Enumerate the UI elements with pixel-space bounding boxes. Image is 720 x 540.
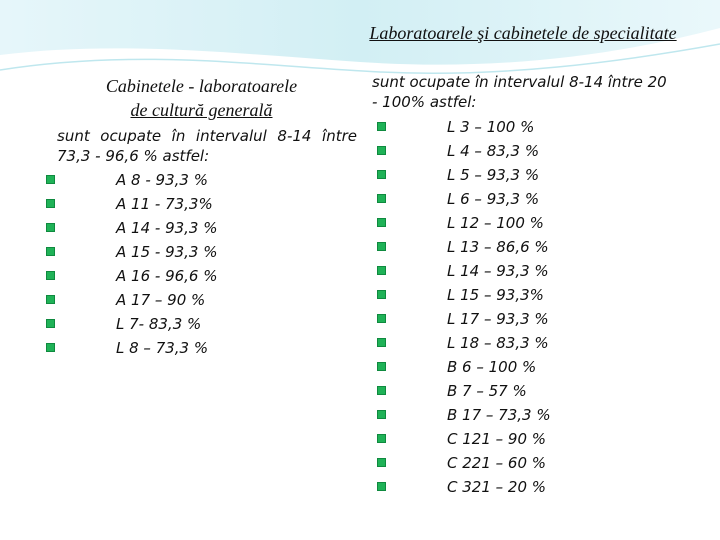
bullet-icon (377, 362, 386, 371)
bullet-icon (46, 295, 55, 304)
list-item (375, 163, 551, 187)
right-intro-text: sunt ocupate în intervalul 8-14 între 20 - 100% astfel: (372, 73, 667, 111)
bullet-icon (377, 338, 386, 347)
list-item-text: C 221 – 60 % (447, 454, 547, 472)
list-item-text: L 14 – 93,3 % (447, 262, 549, 280)
bullet-icon (46, 343, 55, 352)
bullet-icon (377, 410, 386, 419)
bullet-icon (46, 199, 55, 208)
list-item-text: L 6 – 93,3 % (447, 190, 540, 208)
list-item (375, 331, 551, 355)
bullet-icon (377, 122, 386, 131)
list-item-text: L 13 – 86,6 % (447, 238, 549, 256)
bullet-icon (377, 194, 386, 203)
list-item-text: B 6 – 100 % (447, 358, 537, 376)
list-item (44, 192, 217, 216)
list-item-text: A 11 - 73,3% (116, 195, 213, 213)
bullet-icon (377, 266, 386, 275)
list-item-text: A 15 - 93,3 % (116, 243, 218, 261)
bullet-icon (377, 434, 386, 443)
bullet-icon (377, 242, 386, 251)
bullet-icon (377, 458, 386, 467)
bullet-icon (377, 314, 386, 323)
list-item (44, 264, 217, 288)
bullet-icon (377, 386, 386, 395)
list-item-text: L 15 – 93,3% (447, 286, 544, 304)
left-title-line2: de cultură generală (130, 100, 273, 120)
list-item-text: L 8 – 73,3 % (116, 339, 209, 357)
list-item (375, 187, 551, 211)
list-item-text: L 7- 83,3 % (116, 315, 202, 333)
left-intro-text: sunt ocupate în intervalul 8-14 între 73,3 - 96,6 % astfel: (57, 127, 357, 165)
list-item-text: C 121 – 90 % (447, 430, 547, 448)
list-item (44, 216, 217, 240)
bullet-icon (46, 247, 55, 256)
list-item-text: L 5 – 93,3 % (447, 166, 540, 184)
list-item (44, 336, 217, 360)
list-item (375, 283, 551, 307)
list-item (44, 288, 217, 312)
right-room-list (375, 115, 551, 499)
bullet-icon (46, 319, 55, 328)
list-item (375, 403, 551, 427)
list-item-text: A 16 - 96,6 % (116, 267, 218, 285)
bullet-icon (377, 482, 386, 491)
list-item-text: L 17 – 93,3 % (447, 310, 549, 328)
list-item (44, 168, 217, 192)
list-item (375, 139, 551, 163)
list-item (375, 235, 551, 259)
list-item (375, 211, 551, 235)
list-item-text: B 7 – 57 % (447, 382, 527, 400)
list-item-text: A 8 - 93,3 % (116, 171, 208, 189)
list-item (375, 475, 551, 499)
list-item-text: C 321 – 20 % (447, 478, 547, 496)
bullet-icon (377, 290, 386, 299)
right-section-title: Laboratoarele şi cabinetele de specialitate (369, 23, 677, 43)
bullet-icon (377, 170, 386, 179)
list-item (375, 259, 551, 283)
bullet-icon (46, 271, 55, 280)
list-item-text: A 17 – 90 % (116, 291, 206, 309)
list-item-text: L 4 – 83,3 % (447, 142, 540, 160)
left-section-title (74, 74, 329, 122)
list-item (44, 312, 217, 336)
list-item (44, 240, 217, 264)
bullet-icon (46, 223, 55, 232)
left-room-list (44, 168, 217, 360)
list-item (375, 115, 551, 139)
list-item (375, 355, 551, 379)
list-item-text: L 12 – 100 % (447, 214, 544, 232)
list-item (375, 451, 551, 475)
list-item-text: B 17 – 73,3 % (447, 406, 551, 424)
list-item-text: L 3 – 100 % (447, 118, 535, 136)
list-item (375, 427, 551, 451)
left-title-line1: Cabinetele - laboratoarele (105, 76, 298, 96)
bullet-icon (377, 146, 386, 155)
list-item (375, 307, 551, 331)
list-item (375, 379, 551, 403)
bullet-icon (46, 175, 55, 184)
list-item-text: L 18 – 83,3 % (447, 334, 549, 352)
bullet-icon (377, 218, 386, 227)
list-item-text: A 14 - 93,3 % (116, 219, 218, 237)
